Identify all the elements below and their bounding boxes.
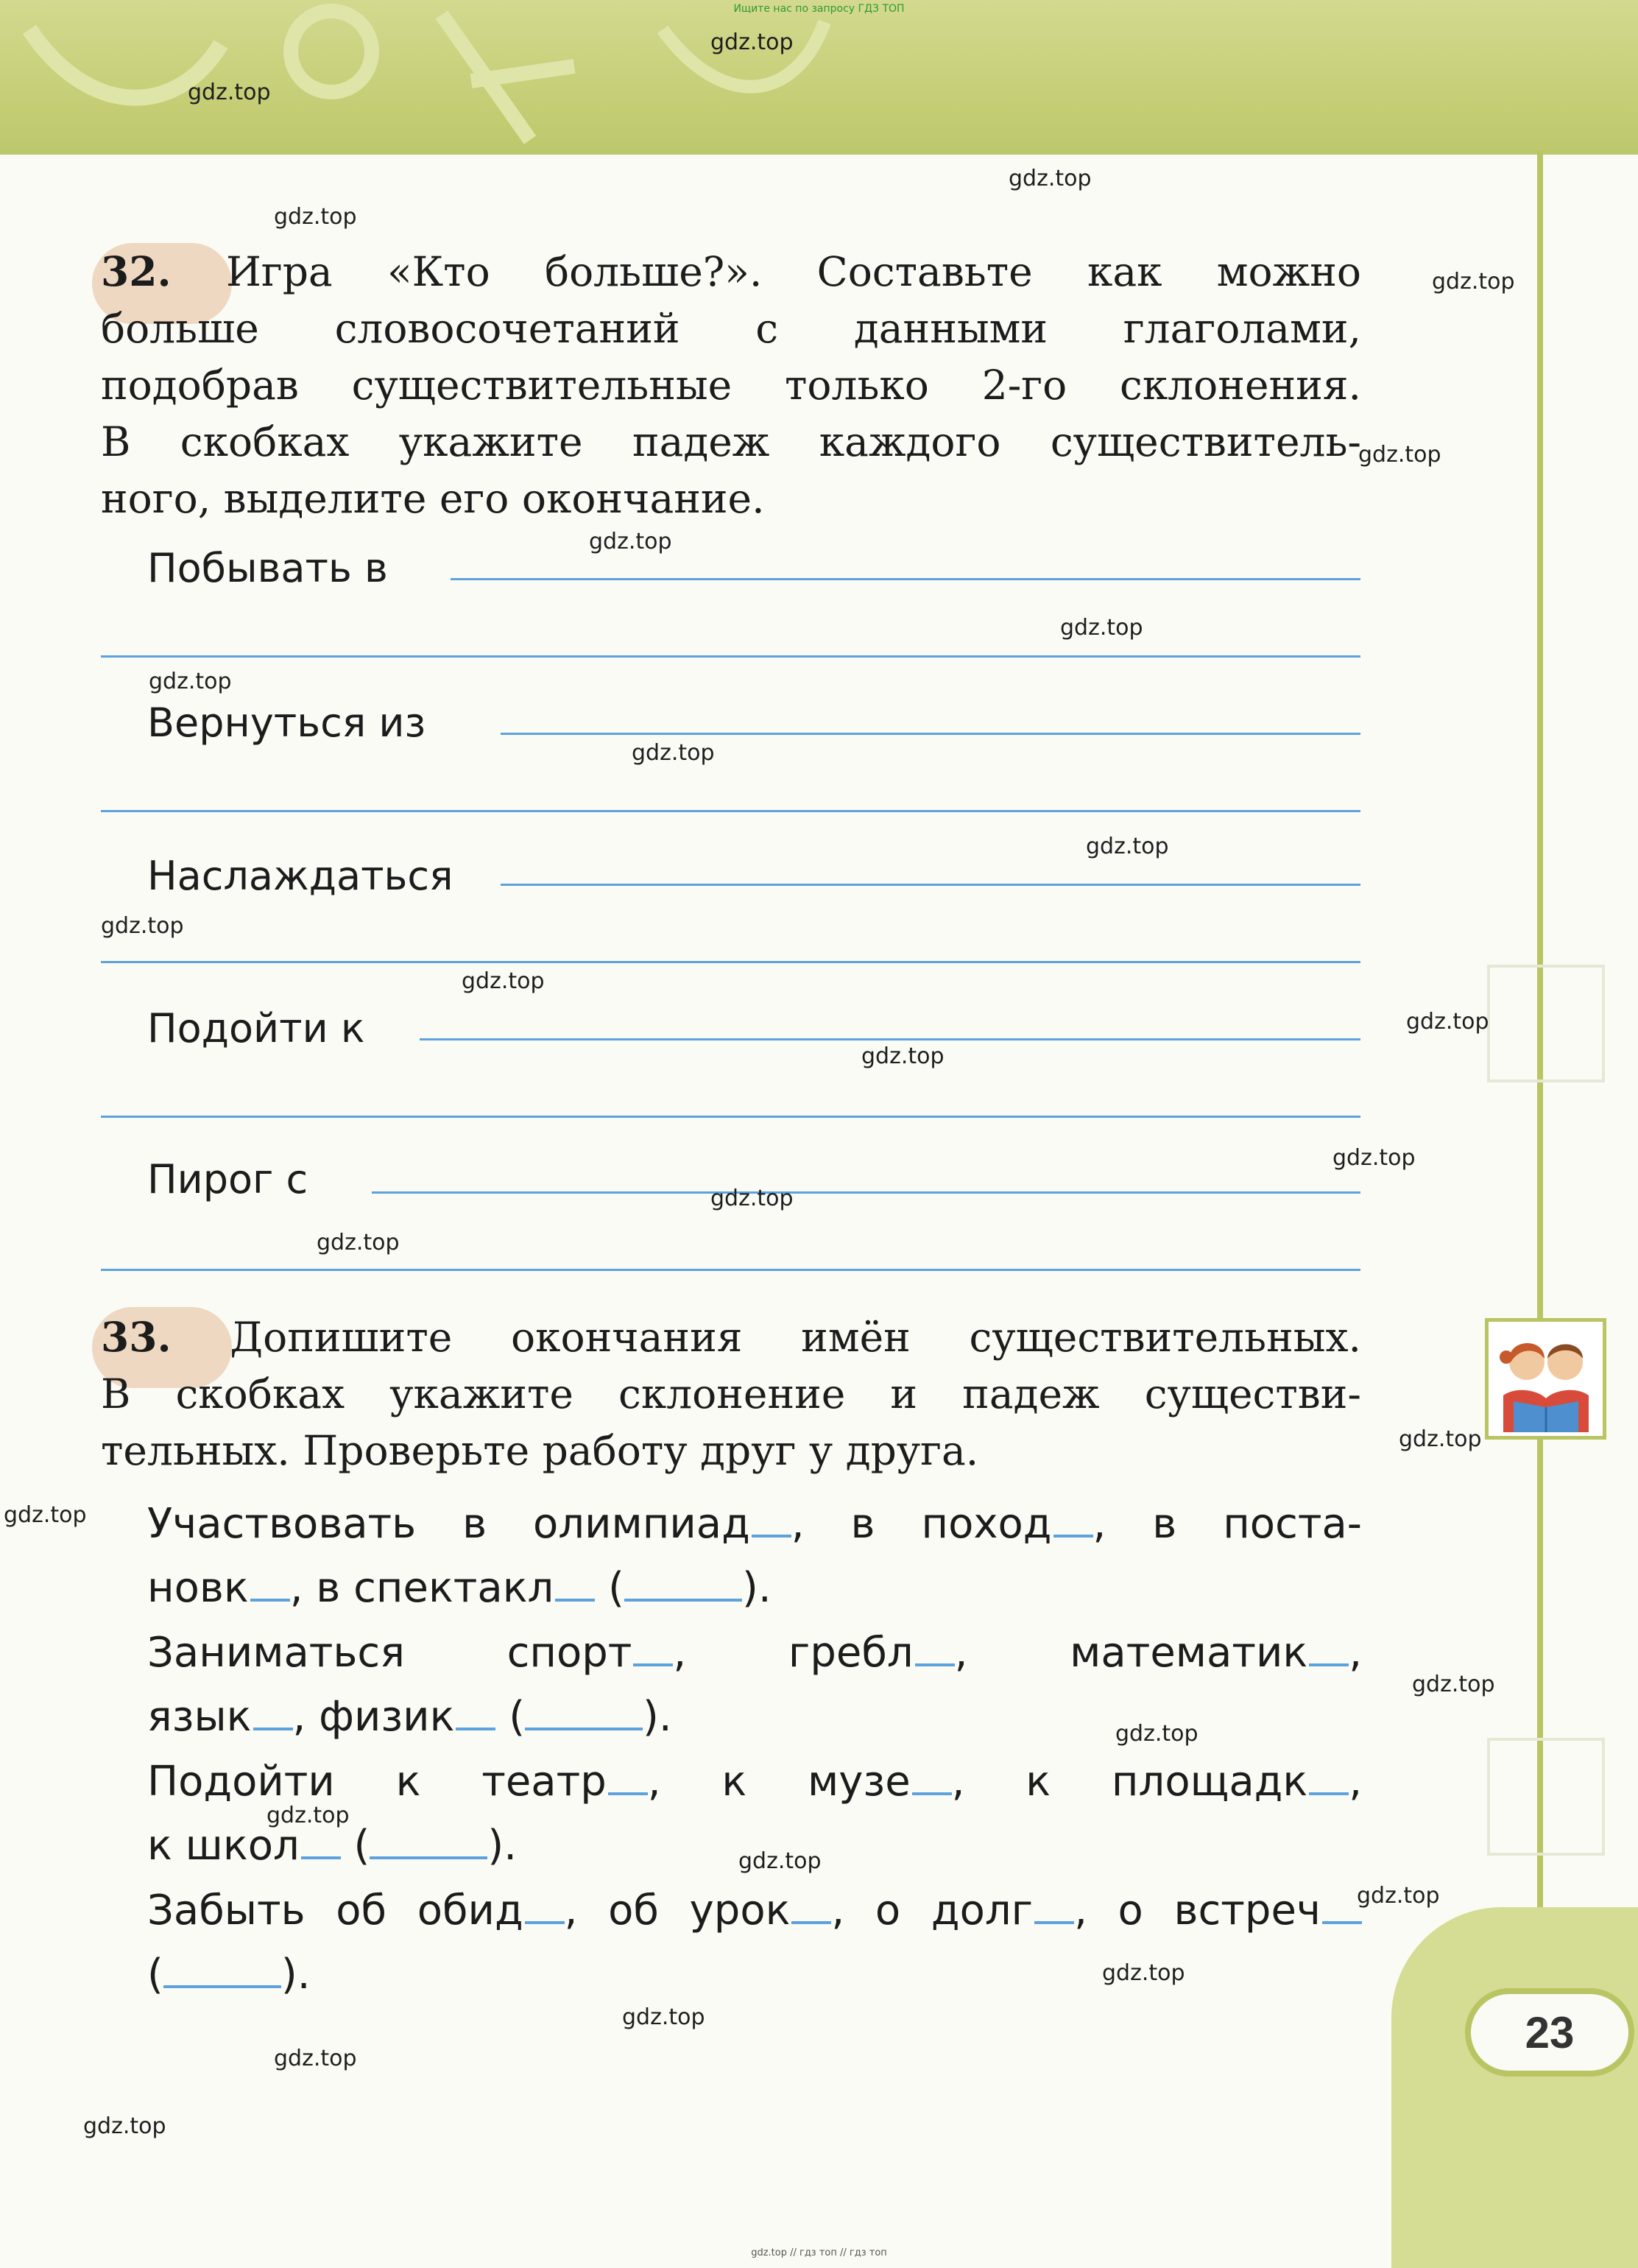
watermark: gdz.top — [462, 968, 545, 994]
fill-row: Участвовать в олимпиад , в поход , в поста- — [147, 1500, 1363, 1548]
watermark: gdz.top — [4, 1502, 87, 1528]
answer-line[interactable] — [451, 578, 1360, 580]
ending-blank[interactable] — [1053, 1524, 1093, 1538]
watermark: gdz.top — [710, 29, 794, 55]
watermark: gdz.top — [861, 1043, 945, 1069]
watermark: gdz.top — [710, 1186, 794, 1211]
answer-line[interactable] — [420, 1038, 1360, 1040]
watermark: gdz.top — [632, 740, 715, 766]
task-32-line: ного, выделите его окончание. — [101, 475, 765, 522]
task-32 — [101, 243, 1361, 527]
fill-row: язык , физик ( ). — [147, 1693, 672, 1741]
prompt-label: Наслаждаться — [147, 853, 453, 899]
ending-blank[interactable] — [608, 1782, 648, 1795]
watermark: gdz.top — [274, 204, 357, 230]
faint-icon-frame — [1487, 1738, 1605, 1856]
ending-blank[interactable] — [633, 1653, 673, 1666]
fill-row: ( ). — [147, 1951, 311, 1998]
answer-line[interactable] — [501, 884, 1360, 886]
corner-decoration — [1391, 1907, 1638, 2268]
watermark: gdz.top — [1357, 1883, 1440, 1909]
header-band — [0, 0, 1638, 155]
case-blank[interactable] — [525, 1717, 643, 1730]
watermark: gdz.top — [1102, 1960, 1185, 1986]
watermark: gdz.top — [83, 2113, 166, 2139]
watermark: gdz.top — [101, 913, 184, 939]
ending-blank[interactable] — [912, 1782, 952, 1795]
ending-blank[interactable] — [301, 1846, 341, 1859]
fill-row: новк , в спектакл ( ). — [147, 1564, 772, 1612]
page-number-frame — [1465, 1988, 1634, 2077]
prompt-label: Побывать в — [147, 545, 388, 591]
watermark: gdz.top — [149, 669, 232, 694]
task-32-line: подобрав существительные только 2-го склонения. — [101, 362, 1361, 409]
prompt-label: Пирог с — [147, 1156, 308, 1202]
task-33-line: тельных. Проверьте работу друг у друга. — [101, 1427, 979, 1474]
task-33-number: 33. — [101, 1313, 172, 1361]
case-blank[interactable] — [163, 1975, 281, 1988]
watermark: gdz.top — [738, 1848, 822, 1874]
task-33 — [101, 1309, 1361, 1479]
ending-blank[interactable] — [1309, 1782, 1349, 1795]
task-33-line: В скобках укажите склонение и падеж существи- — [101, 1370, 1361, 1418]
watermark: gdz.top — [589, 529, 672, 554]
watermark: gdz.top — [1086, 834, 1169, 859]
answer-line[interactable] — [101, 961, 1360, 963]
ending-blank[interactable] — [791, 1911, 831, 1924]
ending-blank[interactable] — [525, 1911, 565, 1924]
answer-line[interactable] — [101, 1116, 1360, 1118]
task-32-line: 32. Игра «Кто больше?». Составьте как можно — [101, 247, 1361, 295]
ending-blank[interactable] — [456, 1717, 495, 1730]
watermark: gdz.top — [1358, 442, 1441, 468]
faint-icon-frame — [1487, 965, 1605, 1082]
watermark: gdz.top — [1432, 269, 1515, 295]
ending-blank[interactable] — [555, 1588, 595, 1602]
fill-row: Забыть об обид , об урок , о долг , о встреч — [147, 1885, 1362, 1937]
ending-blank[interactable] — [915, 1653, 955, 1666]
watermark: gdz.top — [1406, 1009, 1489, 1035]
answer-line[interactable] — [101, 1269, 1360, 1271]
prompt-label: Подойти к — [147, 1005, 365, 1052]
page-number: 23 — [1525, 2007, 1575, 2057]
ending-blank[interactable] — [253, 1717, 293, 1730]
task-32-line: В скобках укажите падеж каждого существитель- — [101, 418, 1361, 465]
watermark: gdz.top — [188, 80, 271, 105]
watermark: gdz.top — [266, 1803, 350, 1828]
case-blank[interactable] — [370, 1846, 487, 1859]
top-note: Ищите нас по запросу ГДЗ ТОП — [733, 3, 905, 15]
watermark: gdz.top — [1115, 1721, 1199, 1747]
watermark: gdz.top — [317, 1230, 400, 1256]
answer-line[interactable] — [372, 1191, 1360, 1194]
watermark: gdz.top — [274, 2046, 357, 2071]
watermark: gdz.top — [1412, 1672, 1495, 1697]
answer-line[interactable] — [501, 733, 1360, 735]
ending-blank[interactable] — [752, 1524, 791, 1538]
watermark: gdz.top — [1009, 166, 1092, 191]
ending-blank[interactable] — [1034, 1911, 1074, 1924]
fill-row: Заниматься спорт , гребл , математик , — [147, 1629, 1363, 1677]
ending-blank[interactable] — [250, 1588, 290, 1602]
task-32-line: больше словосочетаний с данными глаголами, — [101, 305, 1361, 352]
watermark: gdz.top — [1399, 1426, 1482, 1452]
task-32-number: 32. — [101, 247, 172, 295]
answer-line[interactable] — [101, 810, 1360, 812]
ending-blank[interactable] — [1322, 1911, 1362, 1924]
pair-work-icon — [1485, 1318, 1606, 1440]
header-ornament — [0, 0, 1638, 155]
fill-row: Подойти к театр , к музе , к площадк , — [147, 1758, 1362, 1806]
case-blank[interactable] — [624, 1588, 742, 1602]
answer-line[interactable] — [101, 655, 1360, 658]
watermark: gdz.top — [622, 2004, 705, 2030]
ending-blank[interactable] — [1309, 1653, 1349, 1666]
task-33-line: 33. Допишите окончания имён существительных. — [101, 1313, 1362, 1361]
bottom-note: gdz.top // гдз топ // гдз топ — [751, 2247, 887, 2258]
prompt-label: Вернуться из — [147, 700, 426, 746]
watermark: gdz.top — [1060, 615, 1143, 641]
watermark: gdz.top — [1332, 1145, 1416, 1171]
fill-row: к школ ( ). — [147, 1822, 518, 1870]
